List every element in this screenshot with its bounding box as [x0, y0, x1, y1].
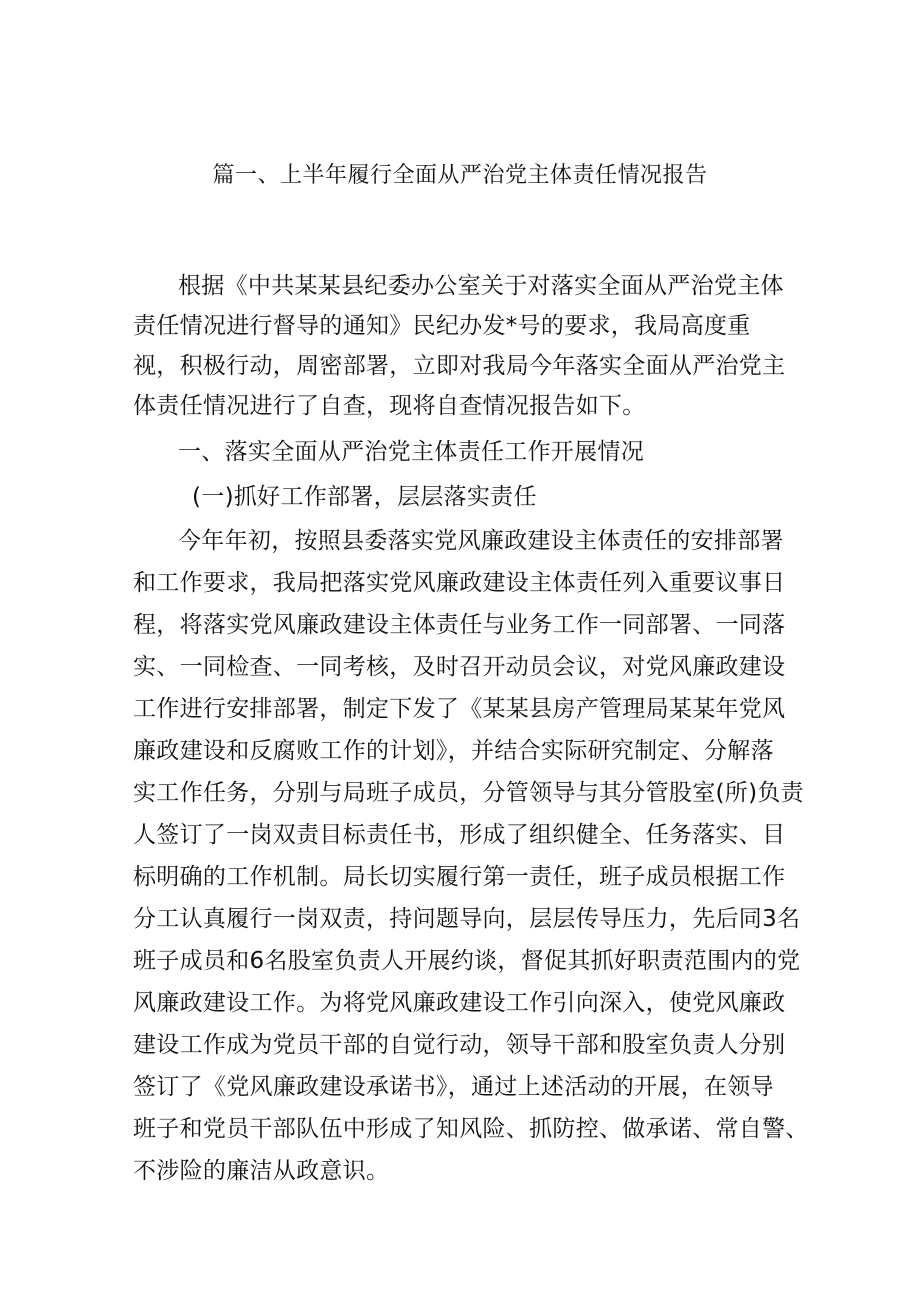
subsection-heading: (一)抓好工作部署，层层落实责任: [192, 484, 537, 510]
paragraph-line: 程，将落实党风廉政建设主体责任与业务工作一同部署、一同落: [133, 612, 786, 638]
paragraph-line: 建设工作成为党员干部的自觉行动，领导干部和股室负责人分别: [133, 1032, 786, 1058]
paragraph-line: 不涉险的廉洁从政意识。: [133, 1158, 390, 1184]
paragraph-line: 今年年初，按照县委落实党风廉政建设主体责任的安排部署: [178, 528, 784, 554]
paragraph-line: 根据《中共某某县纪委办公室关于对落实全面从严治党主体: [178, 273, 784, 299]
paragraph-line: 视，积极行动，周密部署，立即对我局今年落实全面从严治党主: [133, 353, 786, 379]
paragraph-line: 风廉政建设工作。为将党风廉政建设工作引向深入，使党风廉政: [133, 990, 786, 1016]
paragraph-line: 签订了《党风廉政建设承诺书》，通过上述活动的开展，在领导: [133, 1074, 774, 1100]
paragraph-line: 工作进行安排部署，制定下发了《某某县房产管理局某某年党风: [133, 696, 786, 722]
paragraph-line: 廉政建设和反腐败工作的计划》，并结合实际研究制定、分解落: [133, 738, 774, 764]
paragraph-line: 实、一同检查、一同考核，及时召开动员会议，对党风廉政建设: [133, 654, 786, 680]
paragraph-line: 和工作要求，我局把落实党风廉政建设主体责任列入重要议事日: [133, 570, 786, 596]
document-title: 篇一、上半年履行全面从严治党主体责任情况报告: [212, 163, 708, 188]
paragraph-line: 标明确的工作机制。局长切实履行第一责任，班子成员根据工作: [133, 864, 786, 890]
paragraph-line: 班子成员和6名股室负责人开展约谈，督促其抓好职责范围内的党: [133, 948, 801, 974]
paragraph-line: 班子和党员干部队伍中形成了知风险、抓防控、做承诺、常自警、: [133, 1116, 809, 1142]
paragraph-line: 人签订了一岗双责目标责任书，形成了组织健全、任务落实、目: [133, 822, 786, 848]
paragraph-line: 实工作任务，分别与局班子成员，分管领导与其分管股室(所)负责: [133, 780, 804, 806]
paragraph-line: 体责任情况进行了自查，现将自查情况报告如下。: [133, 393, 646, 419]
paragraph-line: 责任情况进行督导的通知》民纪办发*号的要求，我局高度重: [133, 313, 751, 339]
section-heading: 一、落实全面从严治党主体责任工作开展情况: [178, 439, 644, 465]
paragraph-line: 分工认真履行一岗双责，持问题导向，层层传导压力，先后同3名: [133, 906, 801, 932]
